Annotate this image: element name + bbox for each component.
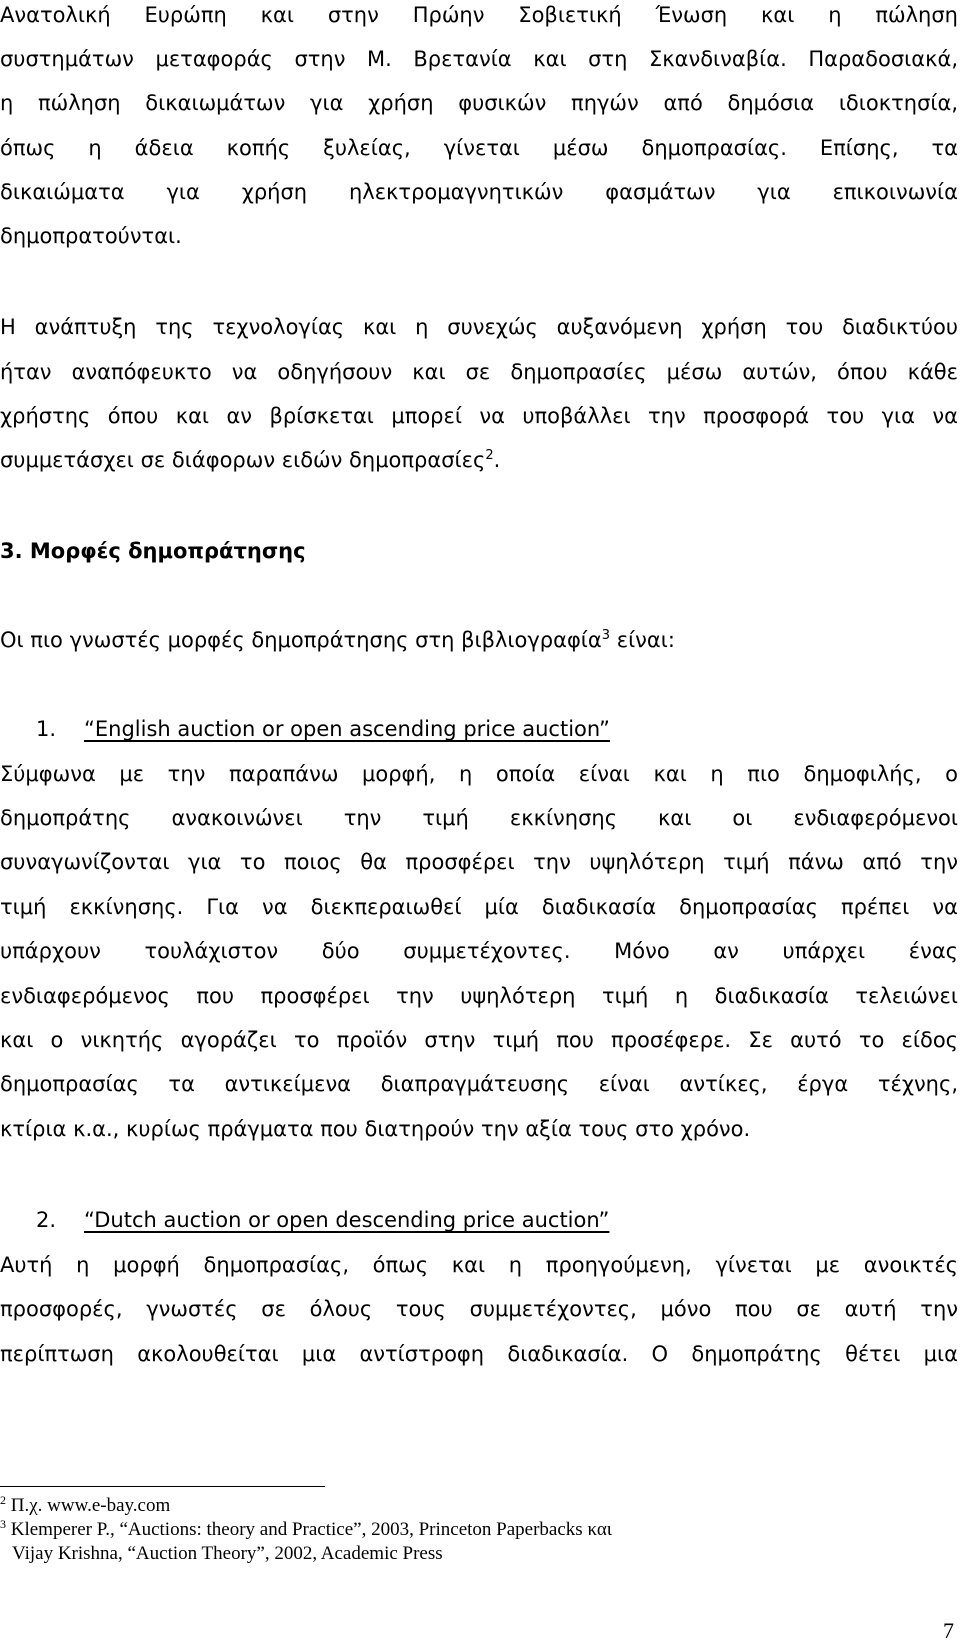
footnote-3: [0, 1518, 760, 1542]
footnote-ref-2[interactable]: 2: [485, 448, 494, 463]
footnote-separator: [0, 1486, 325, 1487]
item2-line-3: περίπτωση ακολουθείται μια αντίστροφη διαδικασία. Ο δημοπράτης θέτει μια: [0, 1342, 958, 1366]
para2-line-2: ήταν αναπόφευκτο να οδηγήσουν και σε δημοπρασίες μέσω αυτών, όπου κάθε: [0, 360, 958, 384]
footnote-3-continuation: Vijay Krishna, “Auction Theory”, 2002, Academic Press: [12, 1543, 443, 1564]
para2-last-text: συμμετάσχει σε διάφορων ειδών δημοπρασίες: [0, 448, 486, 472]
item2-title: “Dutch auction or open descending price auction”: [84, 1208, 610, 1232]
section-heading: 3. Μορφές δημοπράτησης: [0, 539, 306, 563]
item1-line-9: κτίρια κ.α., κυρίως πράγματα που διατηρούν την αξία τους στο χρόνο.: [0, 1117, 751, 1141]
item1-line-4: τιμή εκκίνησης. Για να διεκπεραιωθεί μία διαδικασία δημοπρασίας πρέπει να: [0, 895, 958, 919]
para1-line-6: δημοπρατούνται.: [0, 224, 182, 248]
page-number: 7: [943, 1618, 954, 1643]
footnote-3-text: Klemperer P., “Auctions: theory and Practice”, 2003, Princeton Paperbacks και: [6, 1519, 612, 1540]
item1-line-5: υπάρχουν τουλάχιστον δύο συμμετέχοντες. Μόνο αν υπάρχει ένας: [0, 939, 958, 963]
item1-line-7: και ο νικητής αγοράζει το προϊόν στην τιμή που προσέφερε. Σε αυτό το είδος: [0, 1028, 958, 1052]
para2-line-3: χρήστης όπου και αν βρίσκεται μπορεί να υποβάλλει την προσφορά του για να: [0, 404, 958, 428]
para2-last-end: .: [493, 448, 501, 472]
para2-line-4: [0, 445, 958, 475]
para1-line-3: η πώληση δικαιωμάτων για χρήση φυσικών πηγών από δημόσια ιδιοκτησία,: [0, 91, 958, 115]
item1-line-8: δημοπρασίας τα αντικείμενα διαπραγμάτευσης είναι αντίκες, έργα τέχνης,: [0, 1072, 958, 1096]
item2-line-2: προσφορές, γνωστές σε όλους τους συμμετέχοντες, μόνο που σε αυτή την: [0, 1297, 958, 1321]
item1-line-3: συναγωνίζονται για το ποιος θα προσφέρει την υψηλότερη τιμή πάνω από την: [0, 850, 958, 874]
section-intro-end: είναι:: [610, 628, 675, 652]
para1-line-2: συστημάτων μεταφοράς στην Μ. Βρετανία και στη Σκανδιναβία. Παραδοσιακά,: [0, 47, 958, 71]
item1-heading: [0, 714, 958, 744]
para2-line-1: Η ανάπτυξη της τεχνολογίας και η συνεχώς αυξανόμενη χρήση του διαδικτύου: [0, 315, 958, 339]
para1-line-4: όπως η άδεια κοπής ξυλείας, γίνεται μέσω δημοπρασίας. Επίσης, τα: [0, 136, 958, 160]
item2-number: 2.: [36, 1208, 57, 1232]
section-intro-text: Οι πιο γνωστές μορφές δημοπράτησης στη βιβλιογραφία: [0, 628, 602, 652]
footnote-ref-3[interactable]: 3: [601, 628, 611, 643]
para1-line-1: Ανατολική Ευρώπη και στην Πρώην Σοβιετική Ένωση και η πώληση: [0, 3, 958, 27]
footnote-2-text: Π.χ. www.e-bay.com: [6, 1495, 171, 1516]
footnote-2-mark: 2: [0, 1493, 6, 1507]
item2-line-1: Αυτή η μορφή δημοπρασίας, όπως και η προηγούμενη, γίνεται με ανοικτές: [0, 1253, 958, 1277]
item1-number: 1.: [36, 717, 57, 741]
para1-line-5: δικαιώματα για χρήση ηλεκτρομαγνητικών φασμάτων για επικοινωνία: [0, 180, 958, 204]
item2-heading: [0, 1205, 958, 1235]
item1-line-2: δημοπράτης ανακοινώνει την τιμή εκκίνησης και οι ενδιαφερόμενοι: [0, 806, 958, 830]
footnote-2: [0, 1494, 760, 1518]
footnote-3-mark: 3: [0, 1517, 6, 1531]
item1-title: “English auction or open ascending price auction”: [84, 717, 610, 741]
section-intro: [0, 625, 958, 655]
item1-line-1: Σύμφωνα με την παραπάνω μορφή, η οποία είναι και η πιο δημοφιλής, ο: [0, 762, 958, 786]
item1-line-6: ενδιαφερόμενος που προσφέρει την υψηλότερη τιμή η διαδικασία τελειώνει: [0, 984, 958, 1008]
